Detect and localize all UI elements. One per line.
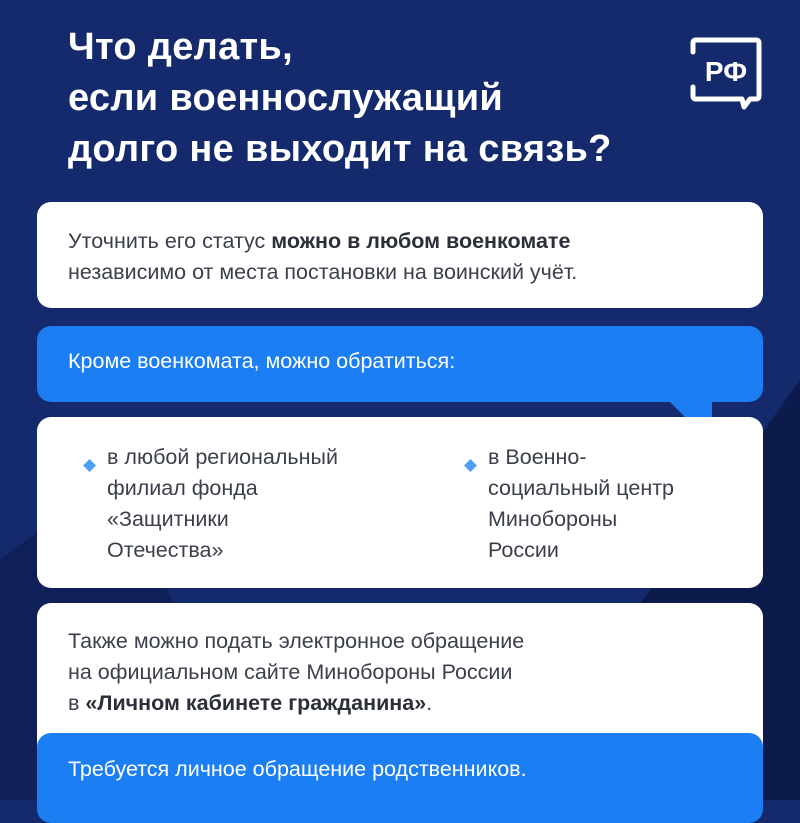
option-line: России bbox=[488, 538, 559, 562]
online-text: Также можно подать электронное обращение bbox=[68, 629, 525, 653]
rf-logo bbox=[690, 37, 762, 101]
online-text: на официальном сайте Минобороны России bbox=[68, 660, 513, 684]
contacts-header-text: Кроме военкомата, можно обратиться: bbox=[68, 349, 456, 373]
option-line: социальный центр bbox=[488, 476, 674, 500]
online-text: в bbox=[68, 691, 86, 715]
online-text: . bbox=[426, 691, 433, 715]
option-line: «Защитники bbox=[107, 507, 229, 531]
status-text: Уточнить его статус bbox=[68, 229, 272, 253]
footer-note bbox=[37, 733, 763, 823]
footer-note-text: Требуется личное обращение родственников. bbox=[68, 757, 527, 781]
option-line: Отечества» bbox=[107, 538, 224, 562]
option-line: в любой региональный bbox=[107, 445, 338, 469]
option-line: Минобороны bbox=[488, 507, 618, 531]
title-line: долго не выходит на связь? bbox=[68, 128, 612, 170]
page-title bbox=[68, 22, 612, 175]
personal-account-link-text: «Личном кабинете гражданина» bbox=[85, 691, 427, 715]
svg-text:РФ: РФ bbox=[704, 56, 748, 87]
title-line: если военнослужащий bbox=[68, 77, 504, 119]
diamond-bullet-icon bbox=[83, 450, 96, 463]
status-text-cont: независимо от места постановки на воинский учёт. bbox=[68, 260, 578, 284]
status-text-bold: можно в любом военкомате bbox=[271, 229, 571, 253]
option-line: филиал фонда bbox=[107, 476, 258, 500]
speech-bubble-icon bbox=[690, 37, 762, 111]
diamond-bullet-icon bbox=[464, 450, 477, 463]
options-card bbox=[37, 417, 763, 588]
option-social-center bbox=[488, 442, 674, 566]
status-card bbox=[37, 202, 763, 308]
contacts-header bbox=[37, 326, 763, 402]
title-line: Что делать, bbox=[68, 26, 293, 68]
option-line: в Военно- bbox=[488, 445, 587, 469]
option-regional-fund bbox=[107, 442, 338, 566]
